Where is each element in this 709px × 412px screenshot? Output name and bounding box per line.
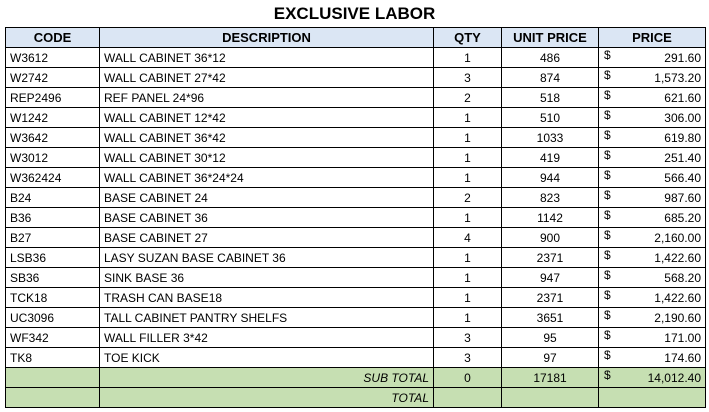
- price-cell[interactable]: [599, 308, 706, 328]
- code-cell[interactable]: LSB36: [6, 248, 100, 268]
- currency-symbol: $: [604, 308, 611, 322]
- subtotal-row: [6, 368, 706, 388]
- unit-price-cell[interactable]: 874: [502, 68, 599, 88]
- price-value: 2,160.00: [654, 230, 701, 245]
- code-cell[interactable]: B27: [6, 228, 100, 248]
- currency-symbol: $: [604, 48, 611, 62]
- description-cell[interactable]: BASE CABINET 27: [100, 228, 434, 248]
- labor-table: [5, 27, 706, 408]
- header-unit-price[interactable]: UNIT PRICE: [502, 28, 599, 48]
- price-cell[interactable]: [599, 128, 706, 148]
- header-description[interactable]: DESCRIPTION: [100, 28, 434, 48]
- currency-symbol: $: [604, 128, 611, 142]
- price-cell[interactable]: [599, 148, 706, 168]
- total-empty-cell[interactable]: [6, 388, 100, 408]
- price-cell[interactable]: [599, 188, 706, 208]
- unit-price-cell[interactable]: 510: [502, 108, 599, 128]
- qty-cell[interactable]: 1: [434, 108, 502, 128]
- price-value: 306.00: [664, 110, 701, 125]
- table-row: [6, 108, 706, 128]
- subtotal-qty[interactable]: 0: [434, 368, 502, 388]
- currency-symbol: $: [604, 168, 611, 182]
- price-cell[interactable]: [599, 248, 706, 268]
- header-price[interactable]: PRICE: [599, 28, 706, 48]
- currency-symbol: $: [604, 68, 611, 82]
- table-row: [6, 348, 706, 368]
- table-row: [6, 228, 706, 248]
- description-cell[interactable]: REF PANEL 24*96: [100, 88, 434, 108]
- table-row: [6, 328, 706, 348]
- currency-symbol: $: [604, 328, 611, 342]
- price-cell[interactable]: [599, 168, 706, 188]
- unit-price-cell[interactable]: 419: [502, 148, 599, 168]
- price-value: 174.60: [664, 350, 701, 365]
- price-cell[interactable]: [599, 348, 706, 368]
- qty-cell[interactable]: 1: [434, 148, 502, 168]
- qty-cell[interactable]: 1: [434, 288, 502, 308]
- description-cell[interactable]: LASY SUZAN BASE CABINET 36: [100, 248, 434, 268]
- currency-symbol: $: [604, 288, 611, 302]
- qty-cell[interactable]: 1: [434, 208, 502, 228]
- total-price[interactable]: [599, 388, 706, 408]
- description-cell[interactable]: WALL CABINET 27*42: [100, 68, 434, 88]
- description-cell[interactable]: TRASH CAN BASE18: [100, 288, 434, 308]
- qty-cell[interactable]: 3: [434, 348, 502, 368]
- currency-symbol: $: [604, 348, 611, 362]
- qty-cell[interactable]: 2: [434, 188, 502, 208]
- qty-cell[interactable]: 1: [434, 48, 502, 68]
- total-label[interactable]: TOTAL: [100, 388, 434, 408]
- description-cell[interactable]: WALL CABINET 36*12: [100, 48, 434, 68]
- currency-symbol: $: [604, 248, 611, 262]
- table-row: [6, 188, 706, 208]
- description-cell[interactable]: BASE CABINET 24: [100, 188, 434, 208]
- unit-price-cell[interactable]: 486: [502, 48, 599, 68]
- sheet-title: EXCLUSIVE LABOR: [273, 4, 436, 23]
- code-cell[interactable]: B24: [6, 188, 100, 208]
- total-row: [6, 388, 706, 408]
- qty-cell[interactable]: 1: [434, 168, 502, 188]
- unit-price-cell[interactable]: 3651: [502, 308, 599, 328]
- description-cell[interactable]: WALL CABINET 12*42: [100, 108, 434, 128]
- table-row: [6, 268, 706, 288]
- code-cell[interactable]: W1242: [6, 108, 100, 128]
- price-value: 621.60: [664, 90, 701, 105]
- table-row: [6, 168, 706, 188]
- price-value: 568.20: [664, 270, 701, 285]
- qty-cell[interactable]: 3: [434, 68, 502, 88]
- table-row: [6, 288, 706, 308]
- unit-price-cell[interactable]: 97: [502, 348, 599, 368]
- unit-price-cell[interactable]: 2371: [502, 288, 599, 308]
- total-unit-price[interactable]: [502, 388, 599, 408]
- description-cell[interactable]: WALL CABINET 30*12: [100, 148, 434, 168]
- price-value: 291.60: [664, 50, 701, 65]
- table-row: [6, 148, 706, 168]
- unit-price-cell[interactable]: 2371: [502, 248, 599, 268]
- table-row: [6, 88, 706, 108]
- qty-cell[interactable]: 3: [434, 328, 502, 348]
- total-qty[interactable]: [434, 388, 502, 408]
- table-body: [6, 48, 706, 368]
- description-cell[interactable]: TOE KICK: [100, 348, 434, 368]
- code-cell[interactable]: TCK18: [6, 288, 100, 308]
- unit-price-cell[interactable]: 900: [502, 228, 599, 248]
- price-value: 1,573.20: [654, 70, 701, 85]
- description-cell[interactable]: TALL CABINET PANTRY SHELFS: [100, 308, 434, 328]
- price-cell[interactable]: [599, 108, 706, 128]
- unit-price-cell[interactable]: 1033: [502, 128, 599, 148]
- description-cell[interactable]: WALL FILLER 3*42: [100, 328, 434, 348]
- price-value: 251.40: [664, 150, 701, 165]
- price-value: 2,190.60: [654, 310, 701, 325]
- table-row: [6, 68, 706, 88]
- table-row: [6, 48, 706, 68]
- unit-price-cell[interactable]: 518: [502, 88, 599, 108]
- subtotal-unit-price[interactable]: 17181: [502, 368, 599, 388]
- price-value: 566.40: [664, 170, 701, 185]
- code-cell[interactable]: TK8: [6, 348, 100, 368]
- price-cell[interactable]: [599, 228, 706, 248]
- price-cell[interactable]: [599, 48, 706, 68]
- price-value: 619.80: [664, 130, 701, 145]
- subtotal-price-value: 14,012.40: [647, 370, 701, 385]
- table-row: [6, 128, 706, 148]
- qty-cell[interactable]: 4: [434, 228, 502, 248]
- description-cell[interactable]: WALL CABINET 36*24*24: [100, 168, 434, 188]
- price-cell[interactable]: [599, 88, 706, 108]
- currency-symbol: $: [604, 108, 611, 122]
- unit-price-cell[interactable]: 947: [502, 268, 599, 288]
- code-cell[interactable]: B36: [6, 208, 100, 228]
- subtotal-label[interactable]: SUB TOTAL: [100, 368, 434, 388]
- header-qty[interactable]: QTY: [434, 28, 502, 48]
- currency-symbol: $: [604, 148, 611, 162]
- description-cell[interactable]: SINK BASE 36: [100, 268, 434, 288]
- code-cell[interactable]: WF342: [6, 328, 100, 348]
- qty-cell[interactable]: 2: [434, 88, 502, 108]
- price-value: 987.60: [664, 190, 701, 205]
- price-cell[interactable]: [599, 288, 706, 308]
- code-cell[interactable]: UC3096: [6, 308, 100, 328]
- code-cell[interactable]: W3642: [6, 128, 100, 148]
- table-row: [6, 248, 706, 268]
- price-value: 685.20: [664, 210, 701, 225]
- currency-symbol: $: [604, 188, 611, 202]
- header-row: [6, 28, 706, 48]
- description-cell[interactable]: WALL CABINET 36*42: [100, 128, 434, 148]
- price-value: 1,422.60: [654, 250, 701, 265]
- currency-symbol: $: [604, 268, 611, 282]
- table-row: [6, 208, 706, 228]
- header-code[interactable]: CODE: [6, 28, 100, 48]
- currency-symbol: $: [604, 368, 611, 382]
- price-cell[interactable]: [599, 68, 706, 88]
- qty-cell[interactable]: 1: [434, 268, 502, 288]
- code-cell[interactable]: REP2496: [6, 88, 100, 108]
- unit-price-cell[interactable]: 944: [502, 168, 599, 188]
- qty-cell[interactable]: 1: [434, 128, 502, 148]
- unit-price-cell[interactable]: 95: [502, 328, 599, 348]
- price-cell[interactable]: [599, 268, 706, 288]
- description-cell[interactable]: BASE CABINET 36: [100, 208, 434, 228]
- qty-cell[interactable]: 1: [434, 248, 502, 268]
- code-cell[interactable]: W2742: [6, 68, 100, 88]
- table-row: [6, 308, 706, 328]
- price-cell[interactable]: [599, 208, 706, 228]
- currency-symbol: $: [604, 88, 611, 102]
- currency-symbol: $: [604, 228, 611, 242]
- price-cell[interactable]: [599, 328, 706, 348]
- currency-symbol: $: [604, 208, 611, 222]
- subtotal-empty-cell[interactable]: [6, 368, 100, 388]
- code-cell[interactable]: W362424: [6, 168, 100, 188]
- code-cell[interactable]: W3612: [6, 48, 100, 68]
- qty-cell[interactable]: 1: [434, 308, 502, 328]
- price-value: 171.00: [664, 330, 701, 345]
- unit-price-cell[interactable]: 1142: [502, 208, 599, 228]
- subtotal-price[interactable]: [599, 368, 706, 388]
- code-cell[interactable]: SB36: [6, 268, 100, 288]
- price-value: 1,422.60: [654, 290, 701, 305]
- unit-price-cell[interactable]: 823: [502, 188, 599, 208]
- code-cell[interactable]: W3012: [6, 148, 100, 168]
